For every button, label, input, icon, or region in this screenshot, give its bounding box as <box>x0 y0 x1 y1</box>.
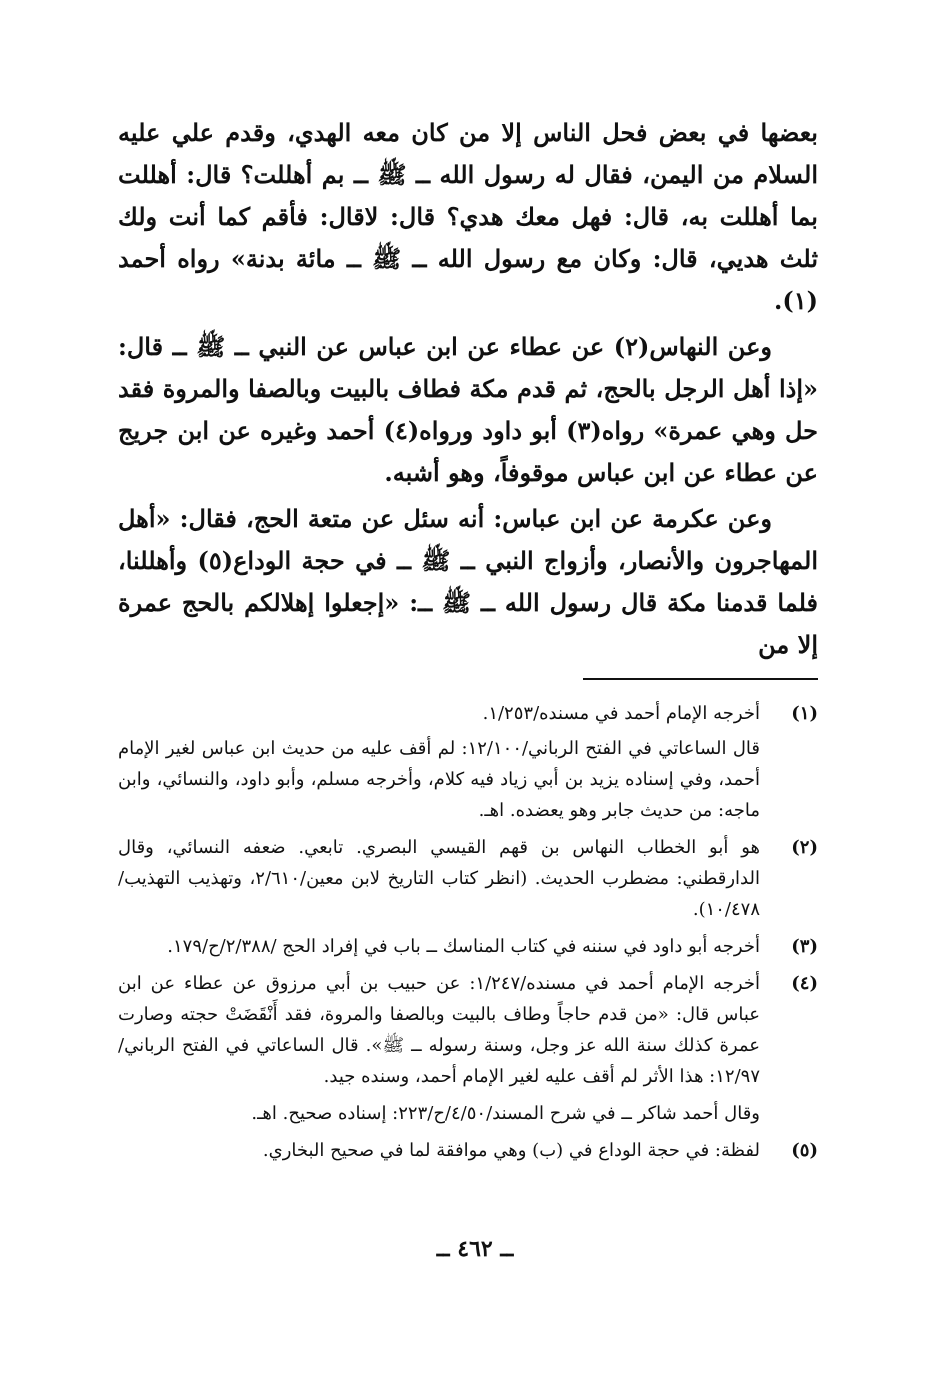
footnote-4-continuation <box>118 1098 818 1129</box>
footnote-body <box>118 698 760 826</box>
main-paragraph-1: بعضها في بعض فحل الناس إلا من كان معه الهدي، وقدم علي عليه السلام من اليمن، فقال له رسول الله ــ ﷺ ــ بم أهللت؟ قال: أهللت بما أهللت به، قال: فهل معك هدي؟ قال: لاقال: فأقم كما أنت ولك ثلث هديي، قال: وكان مع رسول الله ــ ﷺ ــ مائة بدنة» رواه أحمد (١). <box>118 118 818 315</box>
footnotes <box>118 698 818 1166</box>
footnote-text: أخرجه الإمام أحمد في مسنده/١/٢٥٣. <box>482 703 760 724</box>
footnote-1 <box>118 698 818 826</box>
footnote-number: (٥) <box>791 1140 818 1161</box>
footnote-4 <box>118 968 818 1092</box>
footnote-body <box>118 832 760 925</box>
footnote-body <box>118 931 760 962</box>
footnote-5 <box>118 1135 818 1166</box>
footnote-number: (١) <box>791 703 818 724</box>
footnote-text: أخرجه الإمام أحمد في مسنده/١/٢٤٧: عن حبيب بن أبي مرزوق عن عطاء عن ابن عباس قال: «من قدم حاجاً وطاف بالبيت وبالصفا والمروة، فقد أَنْقَضَتْ حجته وصارت عمرة كذلك سنة الله عز وجل، وسنة رسوله ــ ﷺ». قال الساعاتي في الفتح الرباني/١٢/٩٧: هذا الأثر لم أقف عليه لغير الإمام أحمد، وسنده جيد. <box>118 973 761 1087</box>
page-body <box>118 112 818 1172</box>
main-paragraph-3: وعن عكرمة عن ابن عباس: أنه سئل عن متعة الحج، فقال: «أهل المهاجرون والأنصار، وأزواج النبي ــ ﷺ ــ في حجة الوداع(٥) وأهللنا، فلما قدمنا مكة قال رسول الله ــ ﷺ ــ: «إجعلوا إهلالكم بالحج عمرة إلا من <box>118 504 818 659</box>
footnote-text: لفظة: في حجة الوداع في (ب) وهي موافقة لما في صحيح البخاري. <box>262 1140 760 1161</box>
footnote-body <box>118 1135 760 1166</box>
main-paragraph-2: وعن النهاس(٢) عن عطاء عن ابن عباس عن النبي ــ ﷺ ــ قال: «إذا أهل الرجل بالحج، ثم قدم مكة فطاف بالبيت وبالصفا والمروة فقد حل وهي عمرة» رواه(٣) أبو داود ورواه(٤) أحمد وغيره عن ابن جريج عن عطاء عن ابن عباس موقوفاً، وهو أشبه. <box>118 332 819 487</box>
main-text <box>118 112 818 666</box>
footnote-subtext: قال الساعاتي في الفتح الرباني/١٢/١٠٠: لم أقف عليه من حديث ابن عباس لغير الإمام أحمد، وفي إسناده يزيد بن أبي زياد فيه كلام، وأخرجه مسلم، وأبو داود، والنسائي، وابن ماجه: من حديث جابر وهو يعضده. اهـ. <box>118 738 760 821</box>
footnote-body <box>118 968 760 1092</box>
page-number: ــ ٤٦٢ ــ <box>436 1236 514 1262</box>
footnote-number: (٢) <box>791 837 818 858</box>
footnote-2 <box>118 832 818 925</box>
footnote-extra-text: وقال أحمد شاكر ــ في شرح المسند/٤/٥٠/ح/٢٢٣: إسناده صحيح. اهـ. <box>251 1103 760 1124</box>
footnote-number: (٣) <box>791 936 818 957</box>
footnote-separator <box>583 678 818 680</box>
footnote-3 <box>118 931 818 962</box>
footnote-number: (٤) <box>791 973 818 994</box>
footnote-text: هو أبو الخطاب النهاس بن قهم القيسي البصري. تابعي. ضعفه النسائي، وقال الدارقطني: مضطرب الحديث. (انظر كتاب التاريخ لابن معين/٢/٦١٠، وتهذيب التهذيب/١٠/٤٧٨). <box>118 837 760 920</box>
footnote-text: أخرجه أبو داود في سننه في كتاب المناسك ــ باب في إفراد الحج /٢/٣٨٨/ح/١٧٩. <box>167 936 760 957</box>
